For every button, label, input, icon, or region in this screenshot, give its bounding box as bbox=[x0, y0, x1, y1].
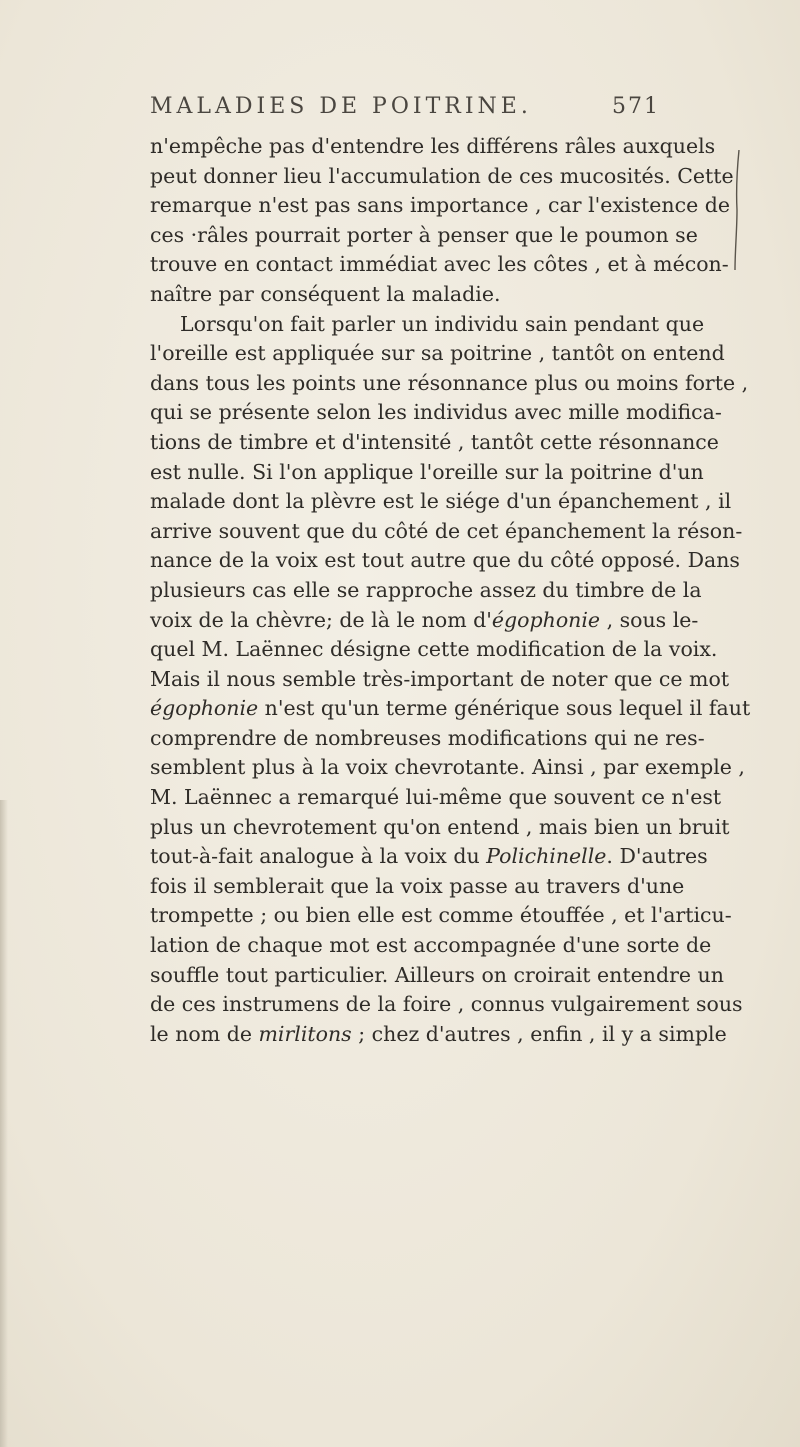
text-line: quel M. Laënnec désigne cette modification de la voix. bbox=[150, 637, 718, 662]
text-line: fois il semblerait que la voix passe au travers d'une bbox=[150, 873, 685, 898]
text-line: tions de timbre et d'intensité , tantôt cette résonnance bbox=[150, 429, 719, 454]
page-number: 571 bbox=[612, 94, 660, 119]
text-line: nance de la voix est tout autre que du côté opposé. Dans bbox=[150, 548, 740, 573]
text-line: de ces instrumens de la foire , connus vulgairement sous bbox=[150, 992, 743, 1017]
text-line: trouve en contact immédiat avec les côtes , et à mécon- bbox=[150, 252, 729, 277]
text-line: comprendre de nombreuses modifications qui ne res- bbox=[150, 725, 705, 750]
body-text bbox=[150, 132, 751, 1049]
text-line: Lorsqu'on fait parler un individu sain pendant que bbox=[180, 311, 705, 336]
text-line: ces ·râles pourrait porter à penser que le poumon se bbox=[150, 222, 698, 247]
text-line: tout-à-fait analogue à la voix du Polichinelle. D'autres bbox=[150, 844, 708, 869]
text-line: plus un chevrotement qu'on entend , mais bien un bruit bbox=[150, 814, 730, 839]
text-line: n'empêche pas d'entendre les différens râles auxquels bbox=[150, 134, 716, 158]
text-line: plusieurs cas elle se rapproche assez du timbre de la bbox=[150, 577, 702, 602]
text-line: voix de la chèvre; de là le nom d'égophonie , sous le- bbox=[150, 607, 699, 632]
text-line: souffle tout particulier. Ailleurs on croirait entendre un bbox=[150, 962, 724, 987]
text-line: lation de chaque mot est accompagnée d'une sorte de bbox=[150, 933, 712, 958]
page-header bbox=[150, 90, 660, 124]
text-line: naître par conséquent la maladie. bbox=[150, 281, 501, 306]
text-line: M. Laënnec a remarqué lui-même que souvent ce n'est bbox=[150, 785, 722, 810]
page-edge-shadow bbox=[0, 800, 8, 1447]
text-line: le nom de mirlitons ; chez d'autres , enfin , il y a simple bbox=[150, 1021, 727, 1046]
text-line: l'oreille est appliquée sur sa poitrine , tantôt on entend bbox=[150, 341, 725, 366]
text-line: semblent plus à la voix chevrotante. Ainsi , par exemple , bbox=[150, 755, 745, 780]
text-line: est nulle. Si l'on applique l'oreille sur la poitrine d'un bbox=[150, 459, 704, 484]
text-line: qui se présente selon les individus avec mille modifica- bbox=[150, 400, 722, 425]
text-line: peut donner lieu l'accumulation de ces mucosités. Cette bbox=[150, 163, 734, 188]
text-line: trompette ; ou bien elle est comme étouffée , et l'articu- bbox=[150, 903, 732, 928]
text-line: Mais il nous semble très-important de noter que ce mot bbox=[150, 666, 730, 691]
text-line: remarque n'est pas sans importance , car l'existence de bbox=[150, 193, 730, 218]
text-line: dans tous les points une résonnance plus ou moins forte , bbox=[150, 370, 749, 395]
running-head: MALADIES DE POITRINE. bbox=[150, 94, 532, 119]
text-line: arrive souvent que du côté de cet épanchement la réson- bbox=[150, 518, 743, 543]
text-line: égophonie n'est qu'un terme générique sous lequel il faut bbox=[150, 696, 751, 721]
text-line: malade dont la plèvre est le siége d'un épanchement , il bbox=[150, 489, 732, 514]
margin-pencil-mark bbox=[734, 150, 740, 270]
